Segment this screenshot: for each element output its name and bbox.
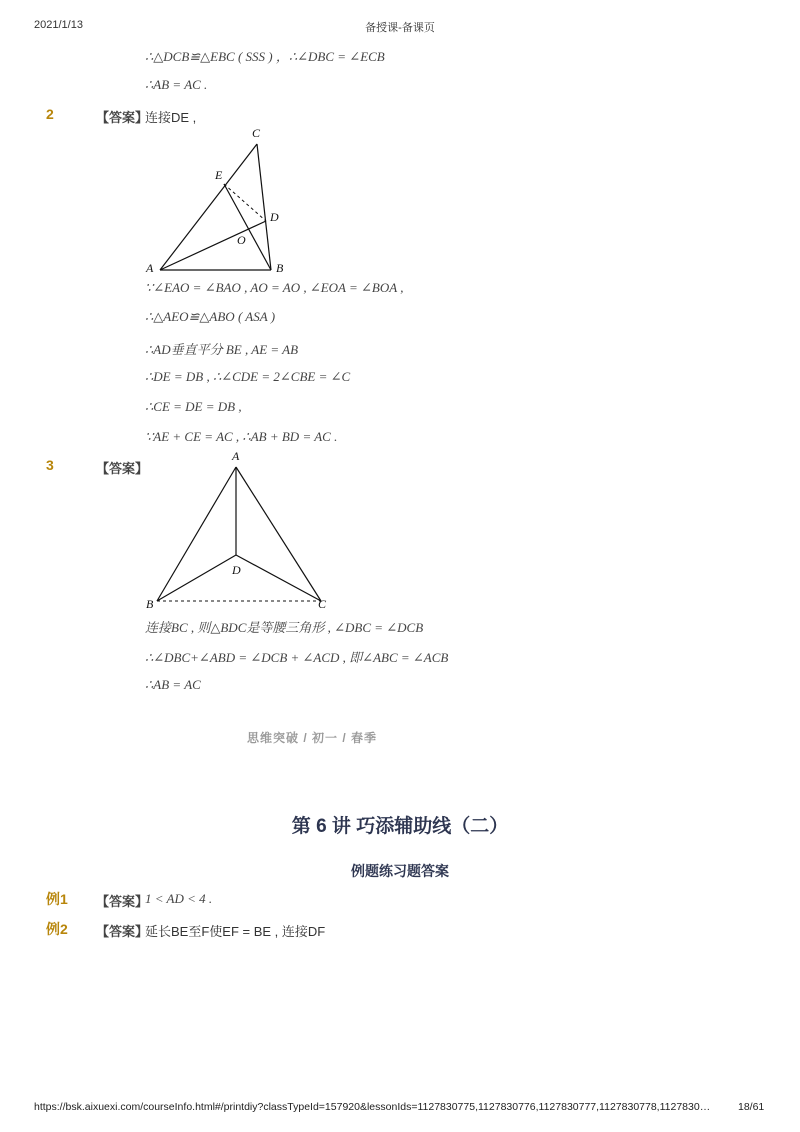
proof-line: ∵AE + CE = AC , ∴AB + BD = AC .	[145, 429, 338, 444]
example-label: 例1	[46, 891, 68, 907]
example-answer: 延长BE至F使EF = BE , 连接DF	[145, 924, 326, 939]
proof-line: ∴△DCB≌△EBC ( SSS ) ，∴∠DBC = ∠ECB	[145, 49, 385, 64]
course-footer: 思维突破 / 初一 / 春季	[247, 731, 378, 745]
proof-line: 连接BC , 则△BDC是等腰三角形 , ∠DBC = ∠DCB	[145, 620, 424, 635]
label-b: B	[276, 261, 284, 275]
lecture-title: 第 6 讲 巧添辅助线（二）	[291, 816, 509, 837]
page-number: 18/61	[738, 1101, 765, 1113]
page-title: 备授课-备课页	[365, 22, 435, 34]
segment-bd	[157, 555, 236, 601]
answer-tag: 【答案】	[96, 110, 149, 125]
answer-tag: 【答案】	[96, 894, 149, 909]
proof-line: ∴AB = AC .	[145, 77, 208, 92]
proof-line: ∴△AEO≌△ABO ( ASA )	[145, 309, 276, 324]
segment-de	[224, 184, 266, 221]
problem-number: 2	[46, 106, 54, 122]
label-o: O	[237, 233, 246, 247]
proof-line: ∴AD垂直平分 BE , AE = AB	[145, 342, 299, 357]
label-a: A	[146, 261, 154, 275]
example-label: 例2	[46, 921, 68, 937]
side-ac	[236, 467, 321, 601]
answer-tag: 【答案】	[96, 924, 149, 939]
proof-line: ∵∠EAO = ∠BAO , AO = AO , ∠EOA = ∠BOA ,	[145, 280, 404, 295]
label-d: D	[270, 210, 279, 224]
page-url: https://bsk.aixuexi.com/courseInfo.html#/printdiy?classTypeId=157920&lessonIds=1127830775,1127830776,1127830777,1127830778,1127830…	[34, 1101, 711, 1113]
example-answer: 1 < AD < 4 .	[145, 891, 213, 906]
label-a: A	[232, 449, 240, 463]
proof-line: ∴DE = DB , ∴∠CDE = 2∠CBE = ∠C	[145, 369, 351, 384]
lecture-subtitle: 例题练习题答案	[351, 863, 449, 879]
side-ac	[160, 144, 257, 270]
triangle-diagram-3	[140, 445, 340, 615]
label-c: C	[252, 126, 261, 140]
triangle-diagram-2	[140, 122, 300, 282]
side-cb	[257, 144, 271, 270]
label-c: C	[318, 597, 327, 611]
label-d: D	[232, 563, 241, 577]
side-ab	[157, 467, 236, 601]
print-date: 2021/1/13	[34, 19, 83, 31]
label-e: E	[215, 168, 223, 182]
segment-ad	[160, 221, 266, 270]
proof-line: ∴AB = AC	[145, 677, 201, 692]
label-b: B	[146, 597, 154, 611]
answer-tag: 【答案】	[96, 461, 149, 476]
segment-be	[224, 184, 271, 270]
answer-intro: 连接DE ,	[145, 110, 197, 125]
proof-line: ∴CE = DE = DB ,	[145, 399, 242, 414]
problem-number: 3	[46, 457, 54, 473]
segment-cd	[236, 555, 321, 601]
proof-line: ∴∠DBC+∠ABD = ∠DCB + ∠ACD , 即∠ABC = ∠ACB	[145, 650, 449, 665]
